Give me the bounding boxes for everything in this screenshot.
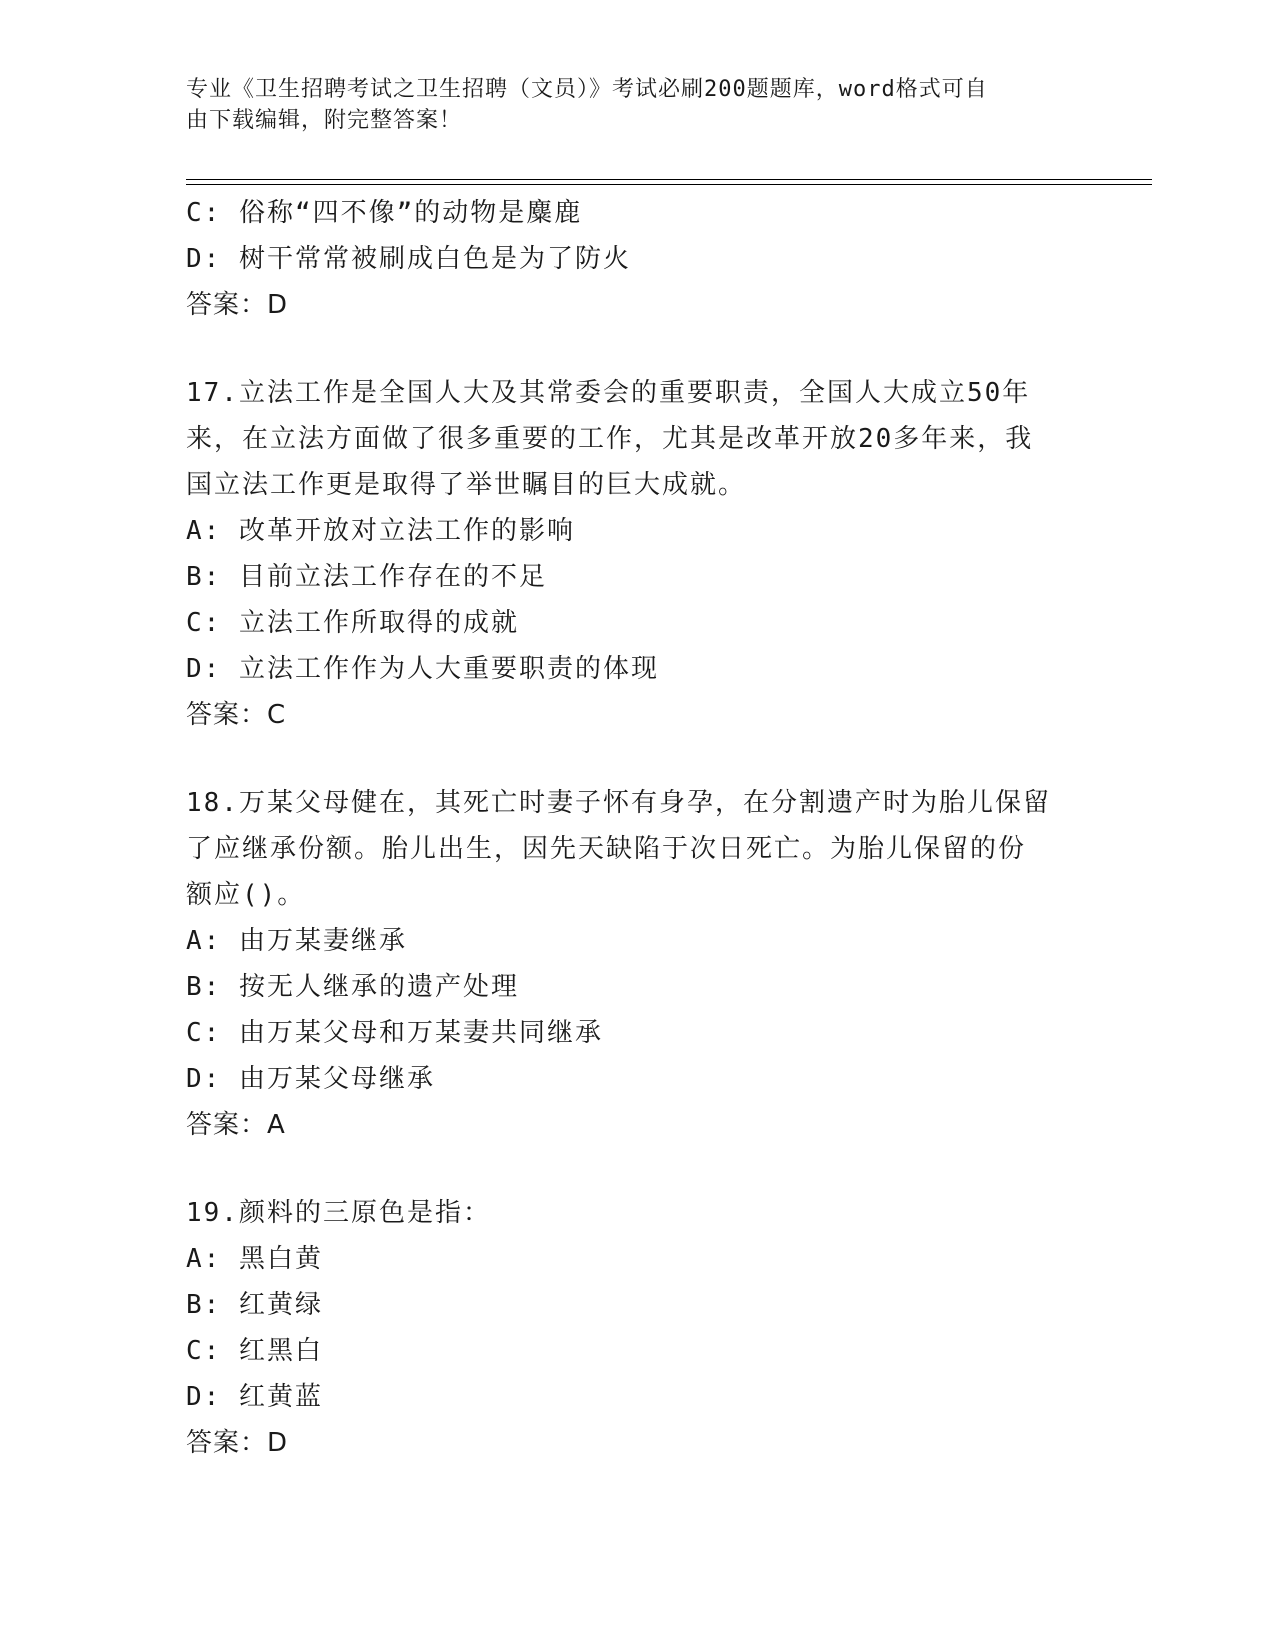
option-c: C: 立法工作所取得的成就 bbox=[186, 608, 519, 638]
question-stem-line: 来，在立法方面做了很多重要的工作，尤其是改革开放20多年来，我 bbox=[186, 424, 1034, 454]
option-b: B: 按无人继承的遗产处理 bbox=[186, 972, 519, 1002]
option-a: A: 黑白黄 bbox=[186, 1244, 323, 1274]
question-stem-line: 额应()。 bbox=[186, 880, 306, 910]
question-stem-line: 17.立法工作是全国人大及其常委会的重要职责，全国人大成立50年 bbox=[186, 378, 1031, 408]
document-body bbox=[186, 190, 1086, 1466]
spacer bbox=[186, 1148, 1086, 1190]
option-d: D: 立法工作作为人大重要职责的体现 bbox=[186, 654, 659, 684]
option-d: D: 红黄蓝 bbox=[186, 1382, 323, 1412]
option-d: D: 由万某父母继承 bbox=[186, 1064, 435, 1094]
option-b: B: 目前立法工作存在的不足 bbox=[186, 562, 547, 592]
answer-line: 答案：A bbox=[186, 1110, 286, 1140]
spacer bbox=[186, 328, 1086, 370]
answer-line: 答案：C bbox=[186, 700, 287, 730]
spacer bbox=[186, 738, 1086, 780]
option-d: D: 树干常常被刷成白色是为了防火 bbox=[186, 244, 631, 274]
header-line: 专业《卫生招聘考试之卫生招聘（文员）》考试必刷200题题库，word格式可自 bbox=[186, 77, 988, 102]
header-line: 由下载编辑，附完整答案！ bbox=[186, 108, 463, 133]
option-b: B: 红黄绿 bbox=[186, 1290, 323, 1320]
question-stem-line: 国立法工作更是取得了举世瞩目的巨大成就。 bbox=[186, 470, 747, 500]
answer-line: 答案：D bbox=[186, 1428, 289, 1458]
document-header bbox=[186, 74, 1086, 136]
option-a: A: 由万某妻继承 bbox=[186, 926, 407, 956]
header-divider bbox=[186, 184, 1152, 185]
question-stem-line: 19.颜料的三原色是指： bbox=[186, 1198, 491, 1228]
answer-line: 答案：D bbox=[186, 290, 289, 320]
question-17 bbox=[186, 370, 1086, 738]
option-c: C: 由万某父母和万某妻共同继承 bbox=[186, 1018, 603, 1048]
question-18 bbox=[186, 780, 1086, 1148]
question-stem-line: 18.万某父母健在，其死亡时妻子怀有身孕，在分割遗产时为胎儿保留 bbox=[186, 788, 1051, 818]
option-c: C: 俗称“四不像”的动物是麋鹿 bbox=[186, 198, 583, 228]
option-a: A: 改革开放对立法工作的影响 bbox=[186, 516, 575, 546]
header-divider bbox=[186, 179, 1152, 180]
question-stem-line: 了应继承份额。胎儿出生，因先天缺陷于次日死亡。为胎儿保留的份 bbox=[186, 834, 1027, 864]
question-continuation bbox=[186, 190, 1086, 328]
question-19 bbox=[186, 1190, 1086, 1466]
option-c: C: 红黑白 bbox=[186, 1336, 323, 1366]
